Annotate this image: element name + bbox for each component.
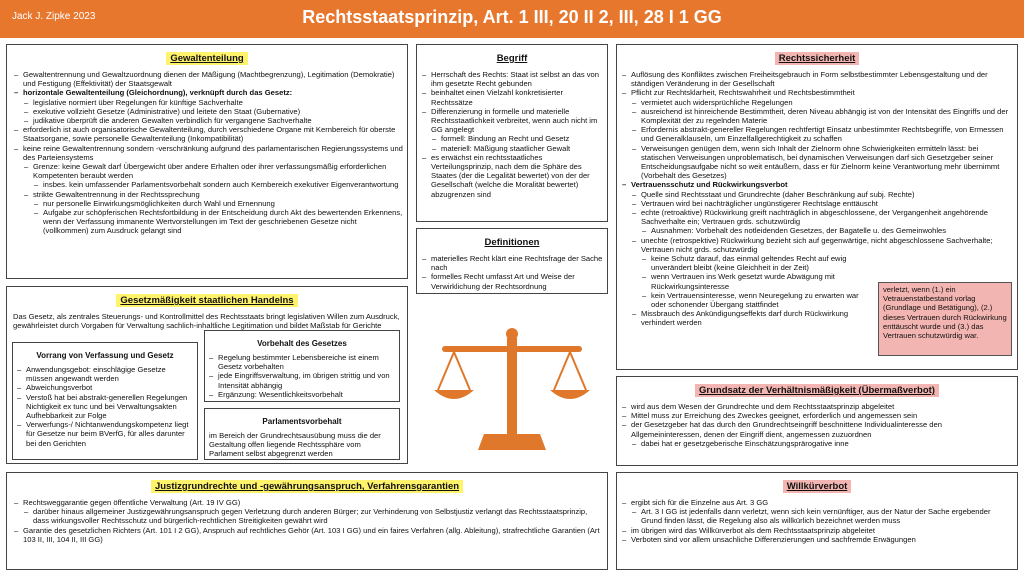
list-item: – Mittel muss zur Erreichung des Zweckes geeignet, erforderlich und angemessen sein bbox=[621, 411, 1013, 420]
list-item: – judikative überprüft die anderen Gewalten verbindlich für vergangene Sachverhalte bbox=[23, 116, 403, 125]
list-item: – Verwerfungs-/ Nichtanwendungskompetenz liegt für Gesetze nur beim BVerfG, für alles darunter bei den Gerichten bbox=[16, 420, 194, 448]
list-item: – Aufgabe zur schöpferischen Rechtsfortbildung in der Entscheidung durch Akt des bewertenden Erkennens, wenn der Verfassung immanente Wertvorstellungen im Text der geschriebenen Gesetze nicht (vollkommen) zum Ausdruck gelangt sind bbox=[33, 208, 403, 236]
list-item: – ausreichend ist hinreichende Bestimmtheit, deren Niveau abhängig ist von der Intensität des Eingriffs und der Komplexität der zu regelnden Materie bbox=[631, 107, 1013, 125]
list-item: – es erwächst ein rechtsstaatliches Verteilungsprinzip, nach dem die Sphäre des Staates (der die Legalität bewertet) von der der Gesellschaft (welche die Moralität bewertet) abzugrenzen sind bbox=[421, 153, 604, 199]
list-item: – dabei hat er gesetzgeberische Einschätzungsprärogative inne bbox=[631, 439, 1013, 448]
list-item: – Art. 3 I GG ist jedenfalls dann verletzt, wenn sich kein vernünftiger, aus der Natur der Sache ergebender Grund finden lässt, die Regelung also als willkürlich bezeichnet werden muss bbox=[631, 507, 1013, 525]
list-item: – Verweisungen genügen dem, wenn sich Inhalt der Zielnorm ohne Schwierigkeiten ermitteln lässt: bei statischen Verweisungen unproblematisch, bei dynamischen Verweisungen darf sich Gesetzgeber seiner Entscheidungsaufgabe nicht so weit entäußern, dass er für Zielnorm keine Verantwortung mehr übernimmt (Vorbehalt des Gesetzes) bbox=[631, 144, 1013, 181]
list-item: – keine Schutz darauf, das einmal geltendes Recht auf ewig unverändert bleibt (keine Gleichheit in der Zeit) bbox=[641, 254, 863, 272]
definitionen-box bbox=[416, 228, 608, 294]
list-item: – der Gesetzgeber hat das durch den Grundrechtseingriff beschnittene Individualinteresse den Allgemeininteressen, denen der Eingriff dient, angemessen zuzuordnen bbox=[621, 420, 1013, 438]
list-item: – Vertrauensschutz und Rückwirkungsverbot bbox=[621, 180, 1013, 189]
list-item: – wird aus dem Wesen der Grundrechte und dem Rechtsstaatsprinzip abgeleitet bbox=[621, 402, 1013, 411]
list-item: – jede Eingriffsverwaltung, im übrigen strittig und von Intensität abhängig bbox=[208, 371, 396, 389]
list-item: – ergibt sich für die Einzelne aus Art. 3 GG bbox=[621, 498, 1013, 507]
parlamentsvorbehalt-box bbox=[204, 408, 400, 460]
list-item: – im übrigen wird das Willkürverbot als dem Rechtsstaatsprinzip abgeleitet bbox=[621, 526, 1013, 535]
gesetzmaessigkeit-title: Gesetzmäßigkeit staatlichen Handelns bbox=[116, 294, 297, 307]
title-bar bbox=[0, 0, 1024, 38]
list-item: – legislative normiert über Regelungen für künftige Sachverhalte bbox=[23, 98, 403, 107]
page-title: Rechtsstaatsprinzip, Art. 1 III, 20 II 2, III, 28 I 1 GG bbox=[302, 7, 722, 27]
list-item: – Vertrauen wird bei nachträglicher ungünstigerer Rechtslage enttäuscht bbox=[631, 199, 1013, 208]
list-item: – Verstoß hat bei abstrakt-generellen Regelungen Nichtigkeit ex tunc und bei Verwaltungsakten Aufhebbarkeit zur Folge bbox=[16, 393, 194, 421]
list-item: – exekutive vollzieht Gesetze (Administrative) und leitete den Staat (Gubernative) bbox=[23, 107, 403, 116]
parlamentsvorbehalt-title: Parlamentsvorbehalt bbox=[262, 417, 342, 426]
list-item: – Quelle sind Rechtsstaat und Grundrechte (daher Beschränkung auf subj. Rechte) bbox=[631, 190, 1013, 199]
vertrauen-note: verletzt, wenn (1.) ein Vetrauenstatbestand vorlag (Grundlage und Betätigung), (2.) dieses Vertrauen durch Rückwirkung enttäuscht wurde und (3.) das Vertrauen schutzwürdig war. bbox=[878, 282, 1012, 356]
list-item: – vermietet auch widersprüchliche Regelungen bbox=[631, 98, 1013, 107]
list-item: – Grenze: keine Gewalt darf Übergewicht über andere Erhalten oder ihrer verfassungsmäßig erforderlichen Kompetenten beraubt werden bbox=[23, 162, 403, 180]
list-item: – materielles Recht klärt eine Rechtsfrage der Sache nach bbox=[421, 254, 604, 272]
gewaltenteilung-box bbox=[6, 44, 408, 279]
list-item: – darüber hinaus allgemeiner Justizgewährungsanspruch gegen Verletzung durch anderen Bürger; zur Verhinderung von Selbstjustiz verlangt das Rechtsstaatsprinzip, dass wirkungsvoller Rechtsschutz und bürgerlich-rechtlichen Streitigkeiten gewährt wird bbox=[23, 507, 603, 525]
list-item: – Pflicht zur Rechtsklarheit, Rechtswahrheit und Rechtsbestimmtheit bbox=[621, 88, 1013, 97]
gesetzmaessigkeit-intro: Das Gesetz, als zentrales Steuerungs- und Kontrollmittel des Rechtsstaats bringt legislativen Willen zum Ausdruck, gewährleistet durch Vorgaben für Verwaltung sachlich-inhaltliche Legitimation und bildet Maßstab für Gerichte bbox=[13, 312, 400, 331]
vorrang-box bbox=[12, 342, 198, 460]
list-item: – unechte (retrospektive) Rückwirkung bezieht sich auf gegenwärtige, nicht abgeschlossene Sachverhalte; Vertrauen nicht grds. schutzwürdig bbox=[631, 236, 1013, 254]
begriff-box bbox=[416, 44, 608, 222]
rechtssicherheit-title: Rechtssicherheit bbox=[775, 52, 860, 65]
verhaeltnismaessigkeit-title: Grundsatz der Verhältnismäßigkeit (Übermaßverbot) bbox=[695, 384, 939, 397]
gewaltenteilung-title: Gewaltenteilung bbox=[166, 52, 247, 65]
list-item: – Abweichungsverbot bbox=[16, 383, 194, 392]
scales-of-justice-icon bbox=[432, 326, 592, 462]
list-item: – materiell: Mäßigung staatlicher Gewalt bbox=[431, 144, 604, 153]
parlamentsvorbehalt-text: im Bereich der Grundrechtsausübung muss die der Gestaltung offen liegende Rechtssphäre vom Parlament selbst abgegrenzt werden bbox=[209, 431, 381, 459]
list-item: – Rechtsweggarantie gegen öffentliche Verwaltung (Art. 19 IV GG) bbox=[13, 498, 603, 507]
list-item: – formelles Recht umfasst Art und Weise der Verwirklichung der Rechtsordnung bbox=[421, 272, 604, 290]
author-label: Jack J. Zipke 2023 bbox=[12, 11, 96, 22]
list-item: – Missbrauch des Ankündigungseffekts darf durch Rückwirkung verhindert werden bbox=[631, 309, 863, 327]
list-item: – erforderlich ist auch organisatorische Gewaltenteilung, durch verschiedene Organe mit Kernbereich für oberste Staatsorgane, sowie personelle Gewaltenteilung (Inkompatibilität) bbox=[13, 125, 403, 143]
definitionen-title: Definitionen bbox=[484, 237, 540, 248]
list-item: – Gewaltentrennung und Gewaltzuordnung dienen der Mäßigung (Machtbegrenzung), Legitimation (Demokratie) und Festigung (Effektivität) der Staatsgewalt bbox=[13, 70, 403, 88]
list-item: – Anwendungsgebot: einschlägige Gesetze müssen angewandt werden bbox=[16, 365, 194, 383]
list-item: – formell: Bindung an Recht und Gesetz bbox=[431, 134, 604, 143]
list-item: – Ausnahmen: Vorbehalt des notleidenden Gesetzes, der Bagatelle u. des Gemeinwohles bbox=[641, 226, 1013, 235]
list-item: – Herrschaft des Rechts: Staat ist selbst an das von ihm gesetzte Recht gebunden bbox=[421, 70, 604, 88]
list-item: – Auflösung des Konfliktes zwischen Freiheitsgebrauch in Form selbstbestimmter Lebensgestaltung und der ständigen Veränderung in der Gesellschaft bbox=[621, 70, 1013, 88]
justiz-title: Justizgrundrechte und -gewährungsanspruch, Verfahrensgarantien bbox=[151, 480, 463, 493]
list-item: – Ergänzung: Wesentlichkeitsvorbehalt bbox=[208, 390, 396, 399]
list-item: – keine reine Gewaltentrennung sondern -verschränkung aufgrund des parlamentarischen Regierungssystems und des Parteiensystems bbox=[13, 144, 403, 162]
willkuer-title: Willkürverbot bbox=[783, 480, 852, 493]
list-item: – Verboten sind vor allem unsachliche Differenzierungen und sachfremde Erwägungen bbox=[621, 535, 1013, 544]
list-item: – Differenzierung in formelle und materielle Rechtsstaatlichkeit verbreitet, wenn auch nicht im GG angelegt bbox=[421, 107, 604, 135]
justiz-box bbox=[6, 472, 608, 570]
begriff-title: Begriff bbox=[496, 53, 528, 64]
list-item: – beinhaltet einen Vielzahl konkretisierter Rechtssätze bbox=[421, 88, 604, 106]
verhaeltnismaessigkeit-box bbox=[616, 376, 1018, 466]
list-item: – nur personelle Einwirkungsmöglichkeiten durch Wahl und Ernennung bbox=[33, 199, 403, 208]
vorbehalt-box bbox=[204, 330, 400, 402]
list-item: – Regelung bestimmter Lebensbereiche ist einem Gesetz vorbehalten bbox=[208, 353, 396, 371]
list-item: – kein Vertrauensinteresse, wenn Neuregelung zu erwarten war oder schonender Übergang stattfindet bbox=[641, 291, 863, 309]
list-item: – insbes. kein umfassender Parlamentsvorbehalt sondern auch Kernbereich exekutiver Eigenverantwortung bbox=[33, 180, 403, 189]
list-item: – echte (retroaktive) Rückwirkung greift nachträglich in abgeschlossene, der Vergangenheit angehörende Sachverhalte ein; Vertrauen grds. schutzwürdig bbox=[631, 208, 1013, 226]
list-item: – Garantie des gesetzlichen Richters (Art. 101 I 2 GG), Anspruch auf rechtliches Gehör (Art. 103 I GG) und ein faires Verfahren (allg. Ableitung), strafrechtliche Garantien (Art 103 II, III, 104 II, III GG) bbox=[13, 526, 603, 544]
vorrang-title: Vorrang von Verfassung und Gesetz bbox=[36, 351, 174, 360]
list-item: – horizontale Gewaltenteilung (Gleichordnung), verknüpft durch das Gesetz: bbox=[13, 88, 403, 97]
vorbehalt-title: Vorbehalt des Gesetzes bbox=[257, 339, 347, 348]
willkuer-box bbox=[616, 472, 1018, 570]
list-item: – wenn Vertrauen ins Werk gesetzt wurde Abwägung mit Rückwirkungsinteresse bbox=[641, 272, 863, 290]
list-item: – Erfordernis abstrakt-genereller Regelungen rechtfertigt Einsatz unbestimmter Rechtsbegriffe, von Ermessen und Generalklauseln, um Einzelfallgerechtigkeit zu schaffen bbox=[631, 125, 1013, 143]
list-item: – strikte Gewaltentrennung in der Rechtssprechung bbox=[23, 190, 403, 199]
